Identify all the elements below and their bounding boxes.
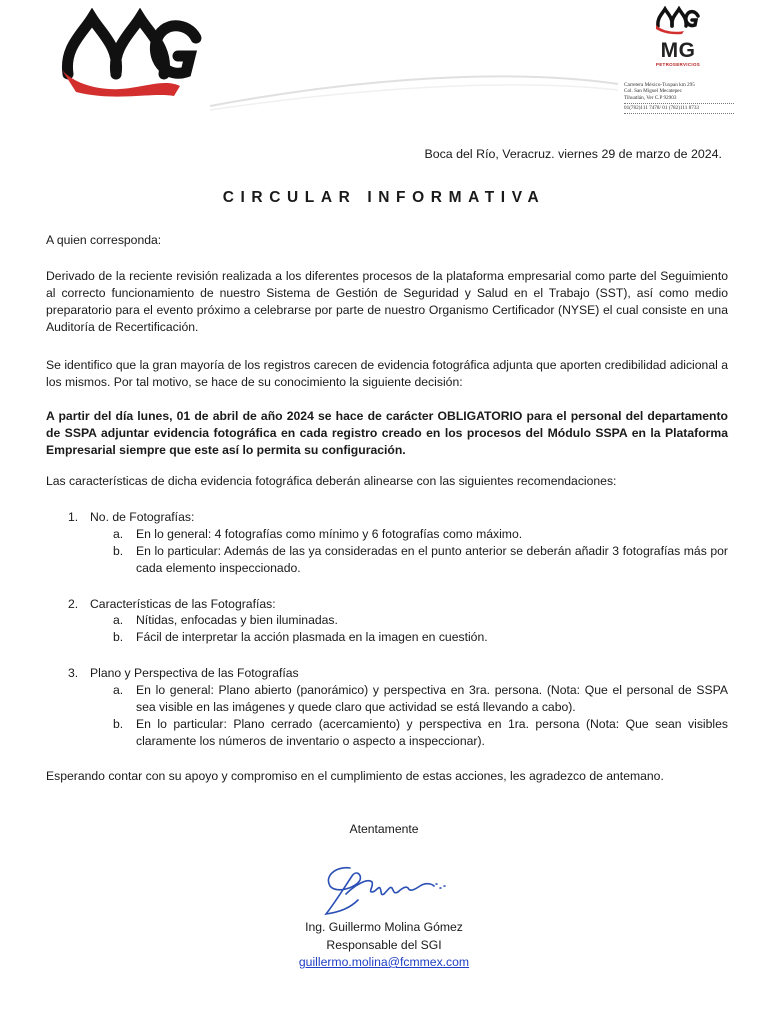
company-logo-small — [652, 6, 704, 67]
signer-email-row — [0, 954, 768, 971]
list-number: 1. — [68, 510, 79, 524]
signoff: Atentamente — [349, 822, 419, 836]
sublist-letter: b. — [113, 717, 124, 731]
greeting: A quien corresponda: — [46, 233, 162, 247]
sublist-letter: a. — [113, 683, 124, 697]
mg-logo-icon — [654, 6, 702, 36]
header-swoosh-line — [60, 48, 620, 118]
closing-paragraph: Esperando contar con su apoyo y compromiso en el cumplimiento de estas acciones, les agradezco de antemano. — [46, 769, 664, 783]
sublist-text: En lo particular: Plano cerrado (acercamiento) y perspectiva en 1ra. persona (Nota: Que sean visibles claramente los números de inventario o aspecto a inspeccionar). — [136, 717, 728, 748]
sublist-letter: b. — [113, 544, 124, 558]
paragraph-recommendations: Las características de dicha evidencia fotográfica deberán alinearse con las siguientes recomendaciones: — [46, 474, 617, 488]
company-tagline: PETROSERVICIOS — [655, 62, 701, 67]
document-title: CIRCULAR INFORMATIVA — [222, 189, 546, 206]
address-line: Tihuatlán, Ver C.P 92903 — [624, 94, 677, 101]
signer-email-link[interactable]: guillermo.molina@fcmmex.com — [298, 955, 470, 969]
paragraph-decision: A partir del día lunes, 01 de abril de año 2024 se hace de carácter OBLIGATORIO para el personal del departamento de SSPA adjuntar evidencia fotográfica en cada registro creado en los procesos del Módulo SSPA en la Plataforma Empresarial siempre que este así lo permita su configuración. — [46, 409, 728, 457]
document-date: Boca del Río, Veracruz. viernes 29 de marzo de 2024. — [424, 147, 722, 161]
handwritten-signature — [316, 860, 456, 922]
address-divider — [624, 103, 734, 104]
sublist-text: En lo general: 4 fotografías como mínimo y 6 fotografías como máximo. — [136, 527, 523, 541]
sublist-text: Fácil de interpretar la acción plasmada en la imagen en cuestión. — [136, 630, 488, 644]
signer-role: Responsable del SGI — [326, 938, 442, 952]
company-phones: 01(782)111 7478/ 01 (782)111 8733 — [624, 104, 700, 111]
sublist-letter: a. — [113, 527, 124, 541]
signer-name: Ing. Guillermo Molina Gómez — [305, 920, 463, 934]
list-number: 3. — [68, 666, 79, 680]
address-divider — [624, 113, 734, 114]
company-address — [624, 82, 734, 115]
sublist-text: En lo general: Plano abierto (panorámico) y perspectiva en 3ra. persona. (Nota: Que el personal de SSPA sea visible en las imágenes y quede claro que actividad se está llevando a cabo). — [136, 683, 728, 714]
list-title: Características de las Fotografías: — [90, 597, 276, 611]
sublist-letter: a. — [113, 613, 124, 627]
address-line: Carretera México-Tuxpan km 295 — [624, 82, 695, 88]
sublist-text: Nítidas, enfocadas y bien iluminadas. — [136, 613, 338, 627]
address-line: Col. San Miguel Mecatepec — [624, 88, 682, 95]
list-number: 2. — [68, 597, 79, 611]
paragraph-finding: Se identifico que la gran mayoría de los registros carecen de evidencia fotográfica adjunta que aporten credibilidad adicional a los mismos. Por tal motivo, se hace de su conocimiento la siguiente decisión: — [46, 358, 728, 389]
sublist-text: En lo particular: Además de las ya consideradas en el punto anterior se deberán añadir 3 fotografías más por cada elemento inspeccionado. — [136, 544, 728, 575]
list-title: No. de Fotografías: — [90, 510, 195, 524]
company-name: MG — [660, 39, 696, 62]
sublist-letter: b. — [113, 630, 124, 644]
list-title: Plano y Perspectiva de las Fotografías — [90, 666, 299, 680]
paragraph-intro: Derivado de la reciente revisión realizada a los diferentes procesos de la plataforma empresarial como parte del Seguimiento al correcto funcionamiento de nuestro Sistema de Gestión de Seguridad y Salud en el Trabajo (SST), así como medio preparatorio para el evento próximo a celebrarse por parte de nuestro Organismo Certificador (NYSE) el cual consiste en una Auditoría de Recertificación. — [46, 269, 728, 334]
